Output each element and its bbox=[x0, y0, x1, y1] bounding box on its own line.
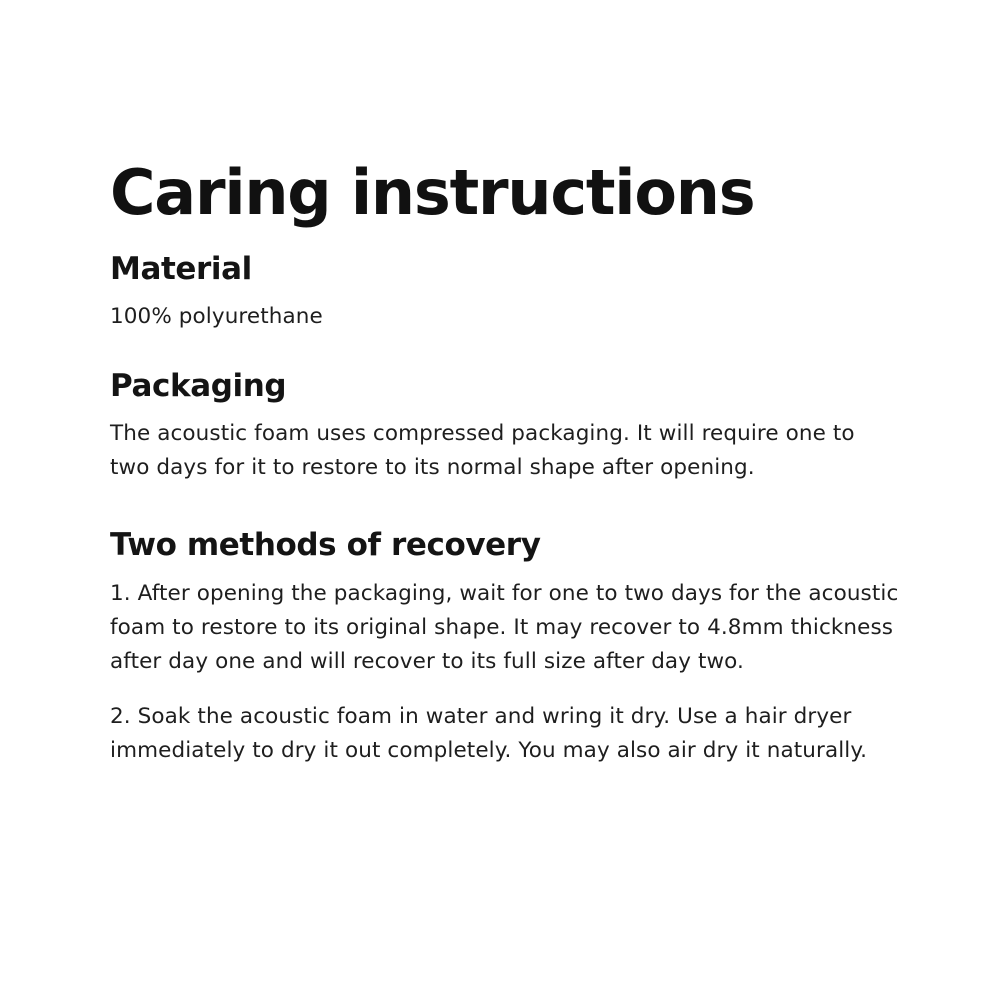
section-paragraph-material: 100% polyurethane bbox=[110, 304, 323, 330]
section-paragraph-recovery-1: 1. After opening the packaging, wait for one to two days for the acoustic foam to restore to its original shape. It may recover to 4.8mm thickness after day one and will recover to its full size after day two. bbox=[110, 580, 899, 674]
section-recovery bbox=[110, 527, 900, 768]
section-material bbox=[110, 251, 900, 334]
section-paragraph-recovery-2: 2. Soak the acoustic foam in water and wring it dry. Use a hair dryer immediately to dry it out completely. You may also air dry it naturally. bbox=[110, 704, 868, 764]
spacer bbox=[110, 358, 900, 368]
section-packaging bbox=[110, 368, 900, 485]
spacer bbox=[110, 511, 900, 527]
section-paragraph-packaging: The acoustic foam uses compressed packaging. It will require one to two days for it to restore to its normal shape after opening. bbox=[110, 421, 855, 481]
section-heading-material: Material bbox=[110, 251, 252, 288]
page-title: Caring instructions bbox=[110, 156, 755, 229]
section-heading-recovery: Two methods of recovery bbox=[110, 527, 541, 564]
section-heading-packaging: Packaging bbox=[110, 368, 287, 405]
